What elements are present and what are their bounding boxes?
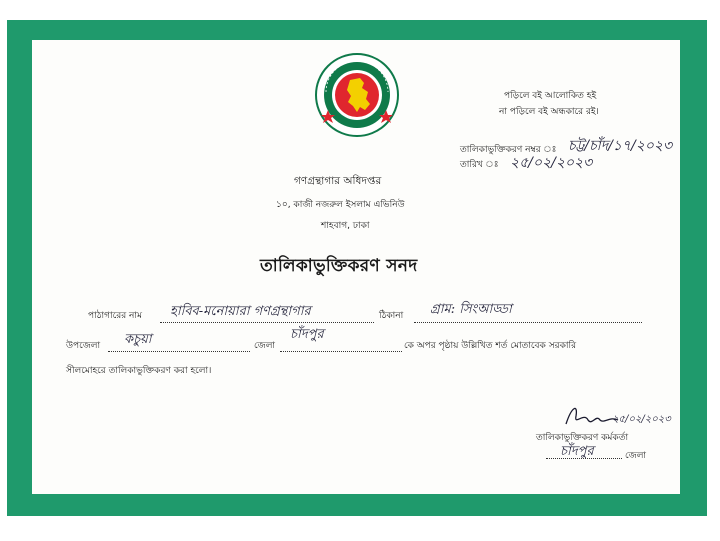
upazila-label: উপজেলা [66, 341, 101, 351]
office-address-1: ১০, কাজী নজরুল ইসলাম এভিনিউ [276, 200, 405, 210]
sentence-tail: কে অপর পৃষ্ঠায় উল্লিখিত শর্ত মোতাবেক সরকারি [404, 341, 577, 351]
address-dotline [414, 322, 642, 323]
district-label: জেলা [254, 341, 276, 351]
address-value: গ্রাম: সিংআড্ডা [430, 302, 512, 317]
notice-line-1: পড়িলে বই আলোকিত হই [504, 91, 597, 101]
enlistment-date-value: ২৫/০২/২০২৩ [510, 155, 593, 171]
enlistment-number-label: তালিকাভুক্তিকরণ নম্বর ঃ [460, 145, 557, 155]
officer-label: তালিকাভুক্তিকরণ কর্মকর্তা [536, 433, 629, 443]
upazila-value: কচুয়া [124, 332, 152, 347]
government-emblem-icon [314, 52, 400, 138]
upazila-dotline [108, 351, 250, 352]
enlistment-number-value: চট্ট/চাঁদ/১৭/২০২৩ [568, 138, 673, 154]
office-address-2: শাহবাগ, ঢাকা [321, 221, 370, 231]
signature-district-label: জেলা [625, 451, 647, 461]
certificate-body [32, 40, 680, 494]
address-label: ঠিকানা [379, 311, 404, 321]
enlistment-date-label: তারিখ ঃ [460, 160, 499, 170]
signature-district-value: চাঁদপুর [560, 444, 594, 459]
certificate-border [7, 20, 707, 516]
district-value: চাঁদপুর [290, 327, 324, 342]
sentence-end: সীলমোহরে তালিকাভুক্তিকরণ করা হলো। [66, 366, 212, 376]
library-name-value: হাবিব-মনোয়ারা গণগ্রন্থাগার [170, 304, 311, 319]
certificate-title: তালিকাভুক্তিকরণ সনদ [260, 256, 418, 276]
signature-date: ২৫/০২/২০২৩ [612, 414, 671, 425]
district-dotline [280, 351, 402, 352]
notice-line-2: না পড়িলে বই অন্ধকারে রই। [499, 107, 599, 117]
office-name: গণগ্রন্থাগার অধিদপ্তর [294, 175, 382, 187]
library-name-label: পাঠাগারের নাম [88, 311, 143, 321]
